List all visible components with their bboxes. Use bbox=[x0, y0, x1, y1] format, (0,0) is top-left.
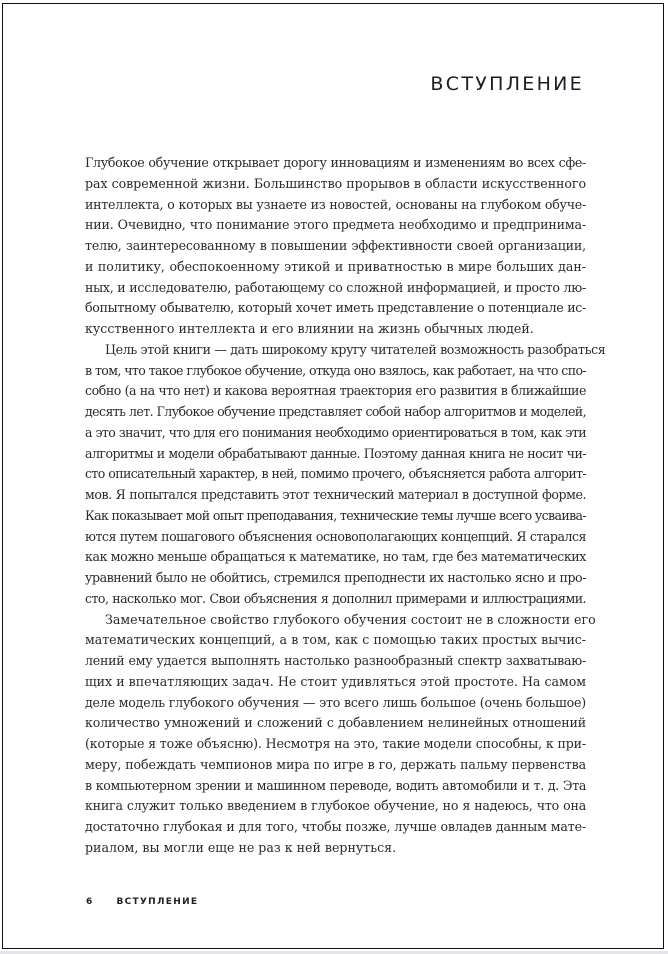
text-line: лений ему удается выполнять настолько разнообразный спектр захватываю- bbox=[85, 653, 586, 668]
text-line: собно (а на что нет) и какова вероятная траектория его развития в ближайшие bbox=[85, 383, 586, 399]
text-line: бопытному обывателю, который хочет иметь представление о потенциале ис- bbox=[85, 300, 586, 316]
text-line: Цель этой книги — дать широкому кругу читателей возможность разобраться bbox=[105, 341, 606, 357]
text-line: в том, что такое глубокое обучение, откуда оно взялось, как работает, на что спо- bbox=[85, 362, 586, 378]
text-line: десять лет. Глубокое обучение представляет собой набор алгоритмов и моделей, bbox=[85, 404, 586, 419]
text-line: риалом, вы могли еще не раз к ней вернуться. bbox=[85, 839, 397, 855]
text-line: интеллекта, о которых вы узнаете из новостей, основаны на глубоком обуче- bbox=[85, 196, 586, 212]
paragraph-3 bbox=[85, 610, 596, 859]
text-line: в компьютерном зрении и машинном переводе, водить автомобили и т. д. Эта bbox=[85, 777, 586, 793]
text-line: и политику, обеспокоенному этикой и приватностью в мире больших дан- bbox=[85, 258, 586, 274]
text-line: рах современной жизни. Большинство прорывов в области искусственного bbox=[85, 175, 586, 191]
text-line: математических концепций, а в том, как с помощью таких простых вычис- bbox=[85, 632, 586, 648]
text-line: сто описательный характер, в ней, помимо прочего, объясняется работа алгорит- bbox=[85, 466, 586, 482]
body-text bbox=[85, 153, 606, 859]
text-line: мов. Я попытался представить этот технический материал в доступной форме. bbox=[85, 487, 586, 502]
text-line: телю, заинтересованному в повышении эффективности своей организации, bbox=[85, 238, 586, 253]
text-line: как можно меньше обращаться к математике, но там, где без математических bbox=[85, 549, 586, 565]
page-footer bbox=[86, 897, 198, 907]
text-line: достаточно глубокая и для того, чтобы позже, лучше овладев данным мате- bbox=[85, 819, 586, 834]
text-line: книга служит только введением в глубокое обучение, но я надеюсь, что она bbox=[85, 798, 586, 814]
text-line: а это значит, что для его понимания необходимо ориентироваться в том, как эти bbox=[85, 424, 586, 440]
text-line: сто, насколько мог. Свои объяснения я дополнил примерами и иллюстрациями. bbox=[85, 590, 586, 606]
text-line: щих и впечатляющих задач. Не стоит удивляться этой простоте. На самом bbox=[85, 673, 586, 689]
page-number: 6 bbox=[86, 897, 94, 907]
text-line: Глубокое обучение открывает дорогу инновациям и изменениям во всех сфе- bbox=[85, 155, 586, 170]
running-head: ВСТУПЛЕНИЕ bbox=[116, 897, 199, 907]
text-line: Как показывает мой опыт преподавания, технические темы лучше всего усваива- bbox=[85, 507, 586, 523]
text-line: меру, побеждать чемпионов мира по игре в го, держать пальму первенства bbox=[85, 756, 586, 772]
text-line: (которые я тоже объясню). Несмотря на это, такие модели способны, к при- bbox=[85, 736, 586, 751]
paragraph-2 bbox=[85, 340, 606, 610]
chapter-title: ВСТУПЛЕНИЕ bbox=[430, 73, 584, 95]
text-line: Замечательное свойство глубокого обучения состоит не в сложности его bbox=[105, 611, 596, 627]
text-line: уравнений было не обойтись, стремился преподнести их настолько ясно и про- bbox=[85, 570, 586, 585]
text-line: деле модель глубокого обучения — это всего лишь большое (очень большое) bbox=[85, 694, 586, 710]
text-line: количество умножений и сложений с добавлением нелинейных отношений bbox=[85, 715, 586, 731]
text-line: нии. Очевидно, что понимание этого предмета необходимо и предпринима- bbox=[85, 217, 586, 233]
text-line: ются путем пошагового объяснения основополагающих концепций. Я старался bbox=[85, 528, 586, 544]
text-line: кусственного интеллекта и его влиянии на жизнь обычных людей. bbox=[85, 321, 534, 336]
text-line: ных, и исследователю, работающему со сложной информацией, и просто лю- bbox=[85, 279, 586, 295]
text-line: алгоритмы и модели обрабатывают данные. Поэтому данная книга не носит чи- bbox=[85, 445, 586, 461]
paragraph-1 bbox=[85, 153, 586, 340]
